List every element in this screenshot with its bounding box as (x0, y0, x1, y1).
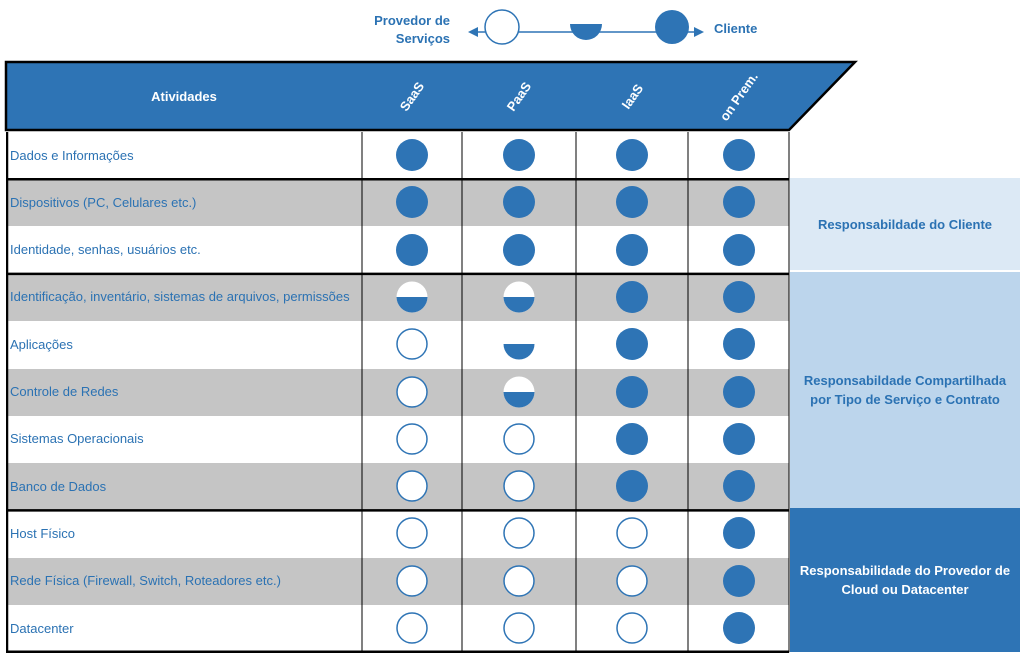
header-iaas: IaaS (618, 80, 646, 112)
empty-circle-icon (396, 565, 428, 597)
cell-iaas (576, 274, 688, 321)
cell-on-prem (688, 274, 789, 321)
full-circle-icon (616, 376, 648, 408)
provider-responsibility-box: Responsabilidade do Provedor de Cloud ou Datacenter (790, 508, 1020, 652)
full-circle-icon (723, 423, 755, 455)
table-row (6, 416, 789, 463)
legend (0, 0, 1024, 60)
cell-saas (362, 227, 462, 274)
empty-circle-icon (396, 376, 428, 408)
cell-saas (362, 463, 462, 510)
empty-circle-icon (503, 612, 535, 644)
activity-label: Rede Física (Firewall, Switch, Roteadores etc.) (6, 558, 362, 605)
empty-circle-icon (616, 565, 648, 597)
full-circle-icon (503, 186, 535, 218)
cell-on-prem (688, 369, 789, 416)
cell-paas (462, 558, 576, 605)
table-row (6, 321, 789, 368)
full-circle-icon (396, 139, 428, 171)
cell-on-prem (688, 558, 789, 605)
shared-responsibility-box: Responsabildade Compartilhada por Tipo de Serviço e Contrato (790, 272, 1020, 508)
cell-iaas (576, 321, 688, 368)
activity-label: Aplicações (10, 336, 73, 352)
cell-paas (462, 321, 576, 368)
cell-iaas (576, 416, 688, 463)
full-circle-icon (503, 139, 535, 171)
client-responsibility-box: Responsabildade do Cliente (790, 178, 1020, 270)
empty-circle-icon (396, 612, 428, 644)
cell-saas (362, 510, 462, 557)
cell-saas (362, 558, 462, 605)
half-circle-icon (503, 281, 535, 313)
half-circle-icon (503, 328, 535, 360)
cell-iaas (576, 369, 688, 416)
activity-label: Identificação, inventário, sistemas de arquivos, permissões (6, 274, 362, 321)
empty-circle-icon (396, 328, 428, 360)
legend-client-label: Cliente (714, 21, 758, 36)
full-circle-icon (396, 234, 428, 266)
empty-circle-icon (503, 423, 535, 455)
cell-on-prem (688, 227, 789, 274)
cell-iaas (576, 179, 688, 226)
full-circle-icon (723, 612, 755, 644)
legend-scale (0, 0, 1024, 60)
header-paas: PaaS (503, 78, 535, 114)
full-circle-icon (616, 328, 648, 360)
cell-on-prem (688, 179, 789, 226)
empty-circle-icon (503, 517, 535, 549)
table-row (6, 227, 789, 274)
cell-on-prem (688, 132, 789, 179)
table-row (6, 274, 789, 321)
activity-label: Dados e Informações (10, 147, 134, 163)
cell-paas (462, 369, 576, 416)
full-circle-icon (723, 376, 755, 408)
full-circle-icon (723, 470, 755, 502)
empty-circle-icon (396, 423, 428, 455)
cell-on-prem (688, 510, 789, 557)
cell-saas (362, 605, 462, 652)
cell-iaas (576, 227, 688, 274)
empty-circle-icon (503, 470, 535, 502)
cell-paas (462, 463, 576, 510)
cell-iaas (576, 132, 688, 179)
full-circle-icon (655, 10, 689, 44)
cell-saas (362, 132, 462, 179)
full-circle-icon (723, 139, 755, 171)
half-circle-icon (503, 376, 535, 408)
full-circle-icon (616, 423, 648, 455)
cell-on-prem (688, 605, 789, 652)
table-row (6, 558, 789, 605)
empty-circle-icon (616, 612, 648, 644)
full-circle-icon (723, 565, 755, 597)
full-circle-icon (616, 186, 648, 218)
full-circle-icon (723, 517, 755, 549)
cell-paas (462, 416, 576, 463)
table-row (6, 463, 789, 510)
full-circle-icon (616, 234, 648, 266)
header-saas: SaaS (396, 78, 428, 114)
empty-circle-icon (503, 565, 535, 597)
empty-circle-icon (485, 10, 519, 44)
empty-circle-icon (396, 517, 428, 549)
full-circle-icon (723, 186, 755, 218)
cell-paas (462, 132, 576, 179)
full-circle-icon (723, 328, 755, 360)
cell-iaas (576, 463, 688, 510)
cell-paas (462, 274, 576, 321)
cell-paas (462, 605, 576, 652)
cell-saas (362, 321, 462, 368)
activity-label: Banco de Dados (6, 463, 362, 510)
full-circle-icon (396, 186, 428, 218)
header-activities: Atividades (151, 88, 217, 104)
full-circle-icon (616, 139, 648, 171)
full-circle-icon (723, 281, 755, 313)
full-circle-icon (503, 234, 535, 266)
table-row (6, 510, 789, 557)
cell-paas (462, 179, 576, 226)
table-row (6, 132, 789, 179)
activity-label: Controle de Redes (6, 369, 362, 416)
table-row (6, 179, 789, 226)
cell-paas (462, 510, 576, 557)
activity-label: Identidade, senhas, usuários etc. (10, 242, 201, 258)
table-header (0, 60, 860, 132)
half-circle-icon (396, 281, 428, 313)
activity-label: Dispositivos (PC, Celulares etc.) (6, 179, 362, 226)
cell-paas (462, 227, 576, 274)
cell-on-prem (688, 321, 789, 368)
cell-iaas (576, 510, 688, 557)
cell-iaas (576, 558, 688, 605)
empty-circle-icon (616, 517, 648, 549)
cell-on-prem (688, 416, 789, 463)
cell-iaas (576, 605, 688, 652)
activity-label: Sistemas Operacionais (10, 431, 144, 447)
activity-label: Datacenter (10, 620, 74, 636)
table-row (6, 605, 789, 652)
full-circle-icon (616, 281, 648, 313)
full-circle-icon (616, 470, 648, 502)
legend-provider-label: Provedor de Serviços (374, 13, 450, 46)
activity-label: Host Físico (10, 525, 76, 541)
table-row (6, 369, 789, 416)
empty-circle-icon (396, 470, 428, 502)
cell-on-prem (688, 463, 789, 510)
cell-saas (362, 369, 462, 416)
half-circle-icon (570, 24, 602, 40)
full-circle-icon (723, 234, 755, 266)
header-on-prem: on Prem. (716, 68, 761, 124)
cell-saas (362, 179, 462, 226)
cell-saas (362, 274, 462, 321)
cell-saas (362, 416, 462, 463)
